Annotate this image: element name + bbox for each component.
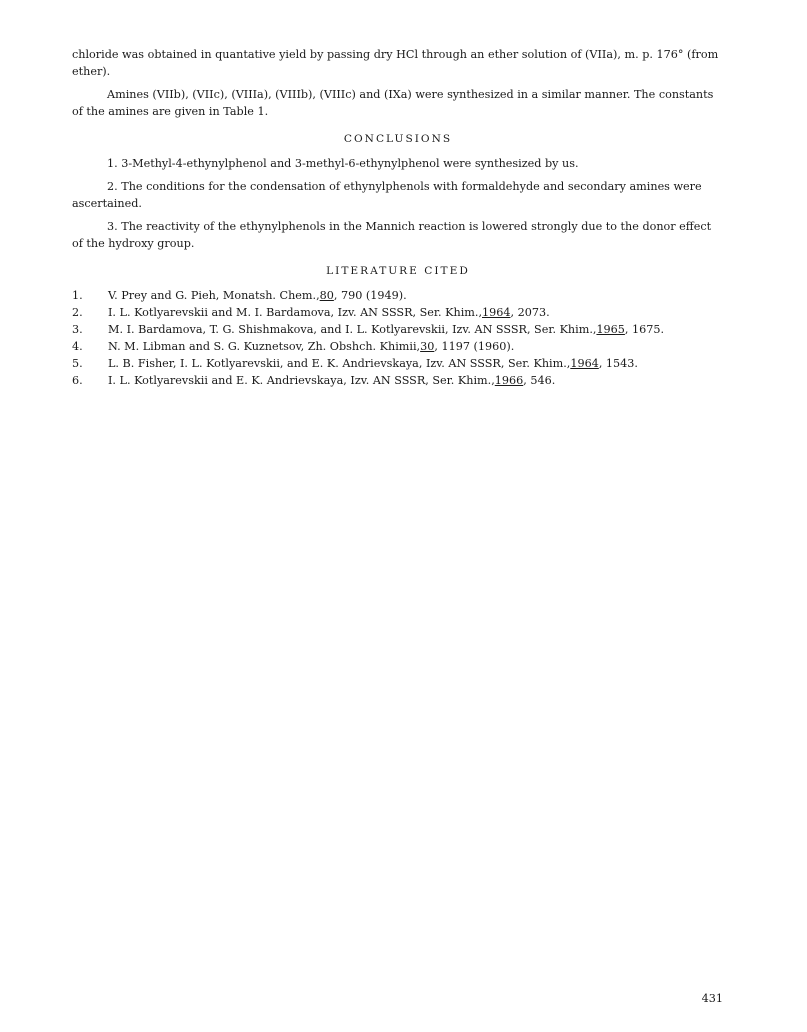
reference-pages: , 546. [523,374,556,387]
reference-text: N. M. Libman and S. G. Kuznetsov, Zh. Obshch. Khimii, [108,340,421,353]
reference-item [72,372,724,389]
reference-number: 4. [72,340,83,353]
conclusion-item: 2. The conditions for the condensation of ethynylphenols with formaldehyde and secondary amines were ascertained. [72,180,702,210]
conclusion-item: 3. The reactivity of the ethynylphenols in the Mannich reaction is lowered strongly due to the donor effect of the hydroxy group. [72,220,712,250]
literature-heading: LITERATURE CITED [326,265,470,277]
reference-pages: , 1675. [624,323,665,336]
reference-volume: 1964 [482,306,511,319]
reference-list [72,287,724,389]
reference-number: 6. [72,374,83,387]
reference-item [72,355,724,372]
intro-paragraph-1: chloride was obtained in quantative yield by passing dry HCl through an ether solution of (VIIa), m. p. 176° (from ether). [72,48,719,78]
page-body [72,46,724,389]
conclusion-item: 1. 3-Methyl-4-ethynylphenol and 3-methyl-6-ethynylphenol were synthesized by us. [107,157,579,170]
reference-volume: 1965 [596,323,625,336]
reference-item [72,304,724,321]
reference-volume: 80 [319,289,334,302]
reference-pages: , 1543. [598,357,638,370]
reference-text: I. L. Kotlyarevskii and E. K. Andrievskaya, Izv. AN SSSR, Ser. Khim., [108,374,495,387]
page-number: 431 [701,992,723,1005]
reference-item [72,321,724,338]
reference-text: V. Prey and G. Pieh, Monatsh. Chem., [108,289,320,302]
reference-volume: 1966 [494,374,524,387]
reference-item [72,287,724,304]
reference-number: 3. [72,323,83,336]
reference-pages: , 790 (1949). [333,289,407,302]
conclusions-list [72,155,724,252]
reference-text: L. B. Fisher, I. L. Kotlyarevskii, and E. K. Andrievskaya, Izv. AN SSSR, Ser. Khim., [108,357,571,370]
intro-paragraph-2: Amines (VIIb), (VIIc), (VIIIa), (VIIIb), (VIIIc) and (IXa) were synthesized in a similar manner. The constants of the amines are given in Table 1. [72,88,714,118]
reference-number: 1. [72,289,83,302]
reference-volume: 1964 [570,357,599,370]
reference-text: M. I. Bardamova, T. G. Shishmakova, and I. L. Kotlyarevskii, Izv. AN SSSR, Ser. Khim., [108,323,597,336]
conclusions-heading: CONCLUSIONS [343,133,453,145]
reference-text: I. L. Kotlyarevskii and M. I. Bardamova, Izv. AN SSSR, Ser. Khim., [108,306,483,319]
reference-volume: 30 [420,340,435,353]
reference-number: 5. [72,357,83,370]
reference-number: 2. [72,306,83,319]
reference-item [72,338,724,355]
reference-pages: , 2073. [510,306,550,319]
reference-pages: , 1197 (1960). [434,340,515,353]
